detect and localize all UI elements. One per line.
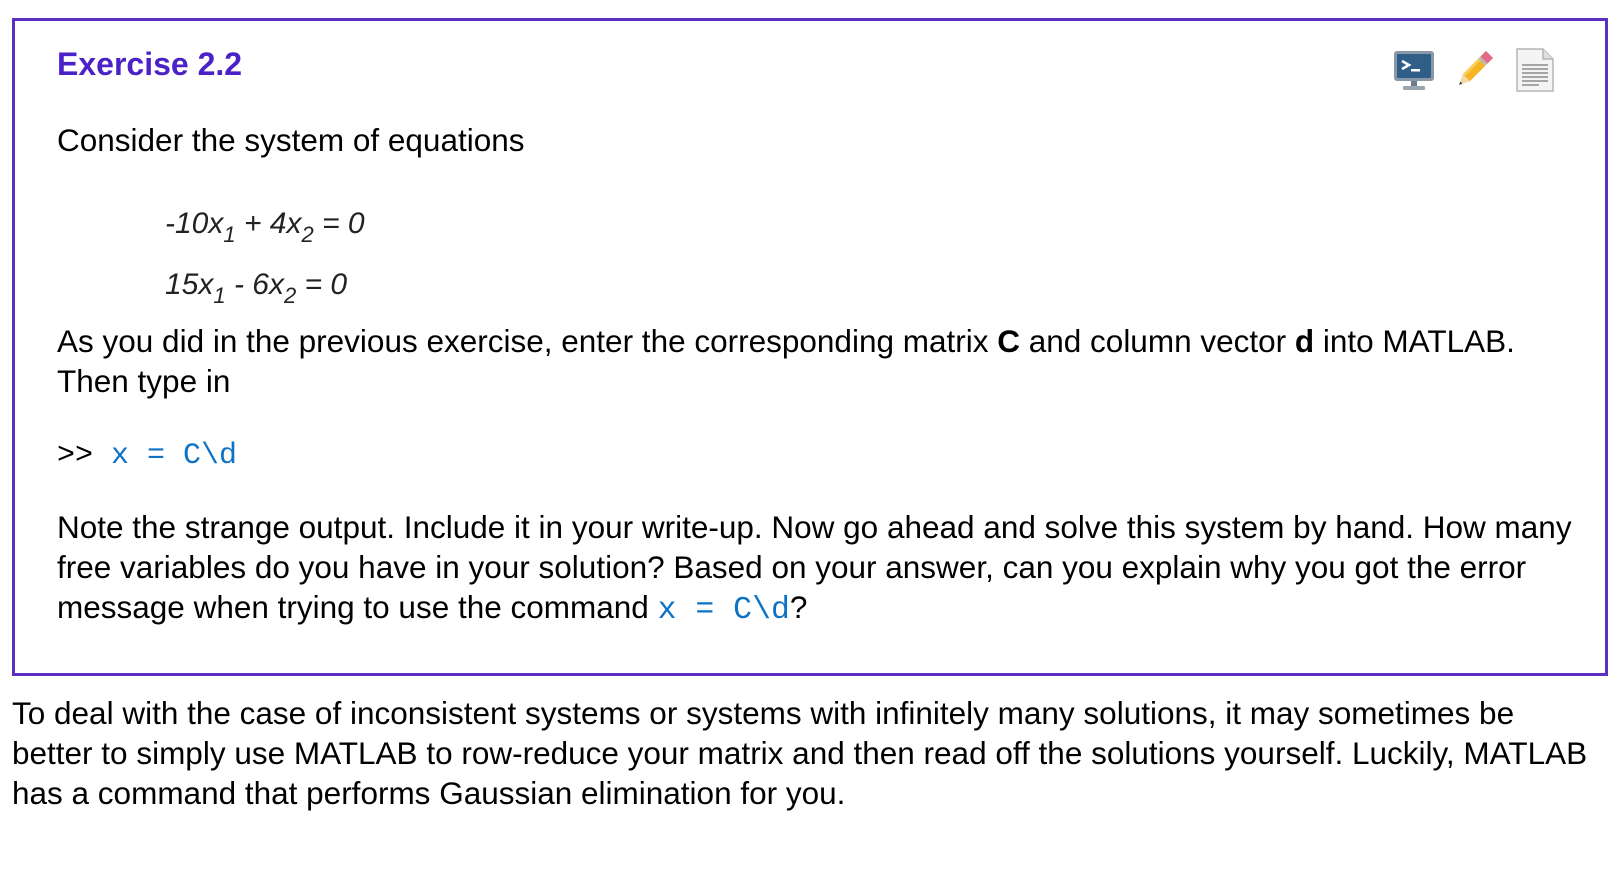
instruction-text: As you did in the previous exercise, enter the corresponding matrix C and column vector d into MATLAB. Then type in bbox=[57, 323, 1515, 399]
exercise-title: Exercise 2.2 bbox=[57, 46, 243, 82]
equation-system bbox=[165, 199, 365, 321]
matrix-c: C bbox=[997, 323, 1020, 359]
document-icon[interactable] bbox=[1511, 46, 1557, 94]
exercise-icons bbox=[1391, 46, 1557, 94]
intro-text: Consider the system of equations bbox=[57, 122, 525, 158]
question-text: Note the strange output. Include it in your write-up. Now go ahead and solve this system by hand. How many free variables do you have in your solution? Based on your answer, can you explain why you got the error message when trying to use the command x = C\d? bbox=[57, 509, 1572, 628]
pencil-icon[interactable] bbox=[1451, 46, 1497, 94]
equation-1: $-10x_1 + 4x_2 = 0$ bbox=[165, 207, 365, 247]
command-code: x = C\d bbox=[111, 439, 238, 473]
command-prompt: >> bbox=[57, 439, 112, 473]
equation-2: $15x_1 - 6x_2 = 0$ bbox=[165, 268, 348, 308]
vector-d: d bbox=[1294, 323, 1315, 359]
exercise-box bbox=[12, 18, 1608, 676]
body-paragraph: To deal with the case of inconsistent systems or systems with infinitely many solutions, it may sometimes be better to simply use MATLAB to row-reduce your matrix and then read off the solutions yourself. Luckily, MATLAB has a command that performs Gaussian elimination for you. bbox=[12, 695, 1588, 811]
terminal-icon[interactable] bbox=[1391, 46, 1437, 94]
matlab-command bbox=[57, 436, 237, 476]
inline-code: x = C\d bbox=[657, 593, 790, 628]
